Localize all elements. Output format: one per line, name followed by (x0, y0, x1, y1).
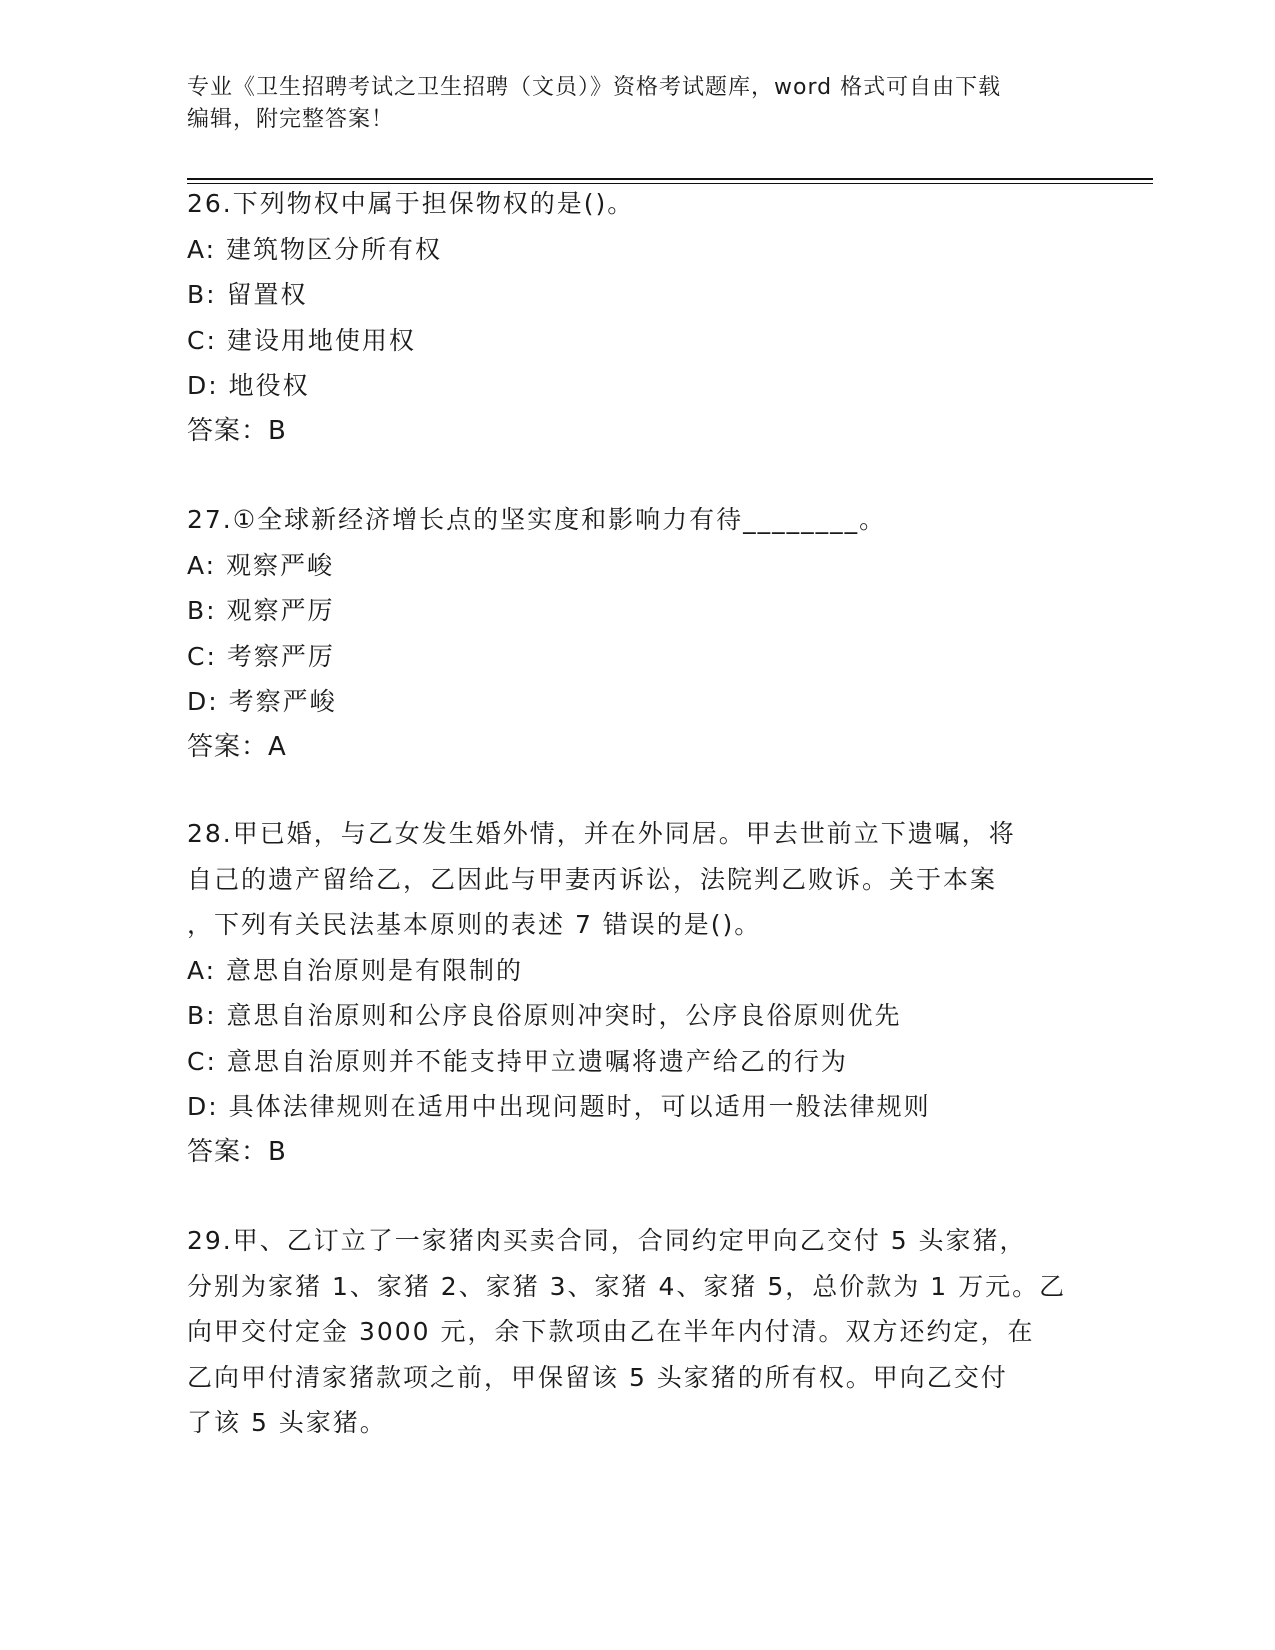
question-text-line-1: 28.甲已婚，与乙女发生婚外情，并在外同居。甲去世前立下遗嘱，将 (187, 819, 1016, 848)
option-c: C: 意思自治原则并不能支持甲立遗嘱将遗产给乙的行为 (187, 1046, 848, 1076)
question-text-line-4: 乙向甲付清家猪款项之前，甲保留该 5 头家猪的所有权。甲向乙交付 (187, 1362, 1008, 1392)
option-d: D: 考察严峻 (187, 687, 337, 716)
question-28 (187, 811, 1087, 1175)
question-26 (187, 181, 1087, 454)
option-b: B: 观察严厉 (187, 596, 335, 625)
question-29 (187, 1218, 1087, 1446)
question-text-line-3: ，下列有关民法基本原则的表述 7 错误的是()。 (187, 910, 762, 939)
option-b: B: 留置权 (187, 280, 308, 309)
question-text-line-2: 自己的遗产留给乙，乙因此与甲妻丙诉讼，法院判乙败诉。关于本案 (187, 864, 998, 894)
option-b: B: 意思自治原则和公序良俗原则冲突时，公序良俗原则优先 (187, 1001, 902, 1030)
question-text-line-5: 了该 5 头家猪。 (187, 1408, 387, 1437)
question-text-line-2: 分别为家猪 1、家猪 2、家猪 3、家猪 4、家猪 5，总价款为 1 万元。乙 (187, 1271, 1067, 1301)
question-text: 27.①全球新经济增长点的坚实度和影响力有待________。 (187, 505, 887, 534)
option-c: C: 建设用地使用权 (187, 325, 416, 355)
option-a: A: 意思自治原则是有限制的 (187, 955, 524, 985)
option-c: C: 考察严厉 (187, 641, 335, 671)
question-text-line-3: 向甲交付定金 3000 元，余下款项由乙在半年内付清。双方还约定，在 (187, 1317, 1035, 1346)
document-header (187, 72, 1087, 136)
question-27 (187, 497, 1087, 770)
option-a: A: 建筑物区分所有权 (187, 234, 443, 264)
header-divider-thick (187, 178, 1153, 180)
header-line-1: 专业《卫生招聘考试之卫生招聘（文员）》资格考试题库，word 格式可自由下载 (187, 75, 1002, 100)
question-text-line-1: 29.甲、乙订立了一家猪肉买卖合同，合同约定甲向乙交付 5 头家猪， (187, 1226, 1027, 1255)
option-d: D: 地役权 (187, 371, 310, 400)
header-line-2: 编辑，附完整答案！ (187, 107, 395, 132)
option-d: D: 具体法律规则在适用中出现问题时，可以适用一般法律规则 (187, 1092, 931, 1121)
answer: 答案：B (187, 415, 287, 446)
option-a: A: 观察严峻 (187, 550, 335, 580)
answer: 答案：A (187, 731, 287, 762)
question-text: 26.下列物权中属于担保物权的是()。 (187, 189, 635, 218)
answer: 答案：B (187, 1136, 287, 1167)
